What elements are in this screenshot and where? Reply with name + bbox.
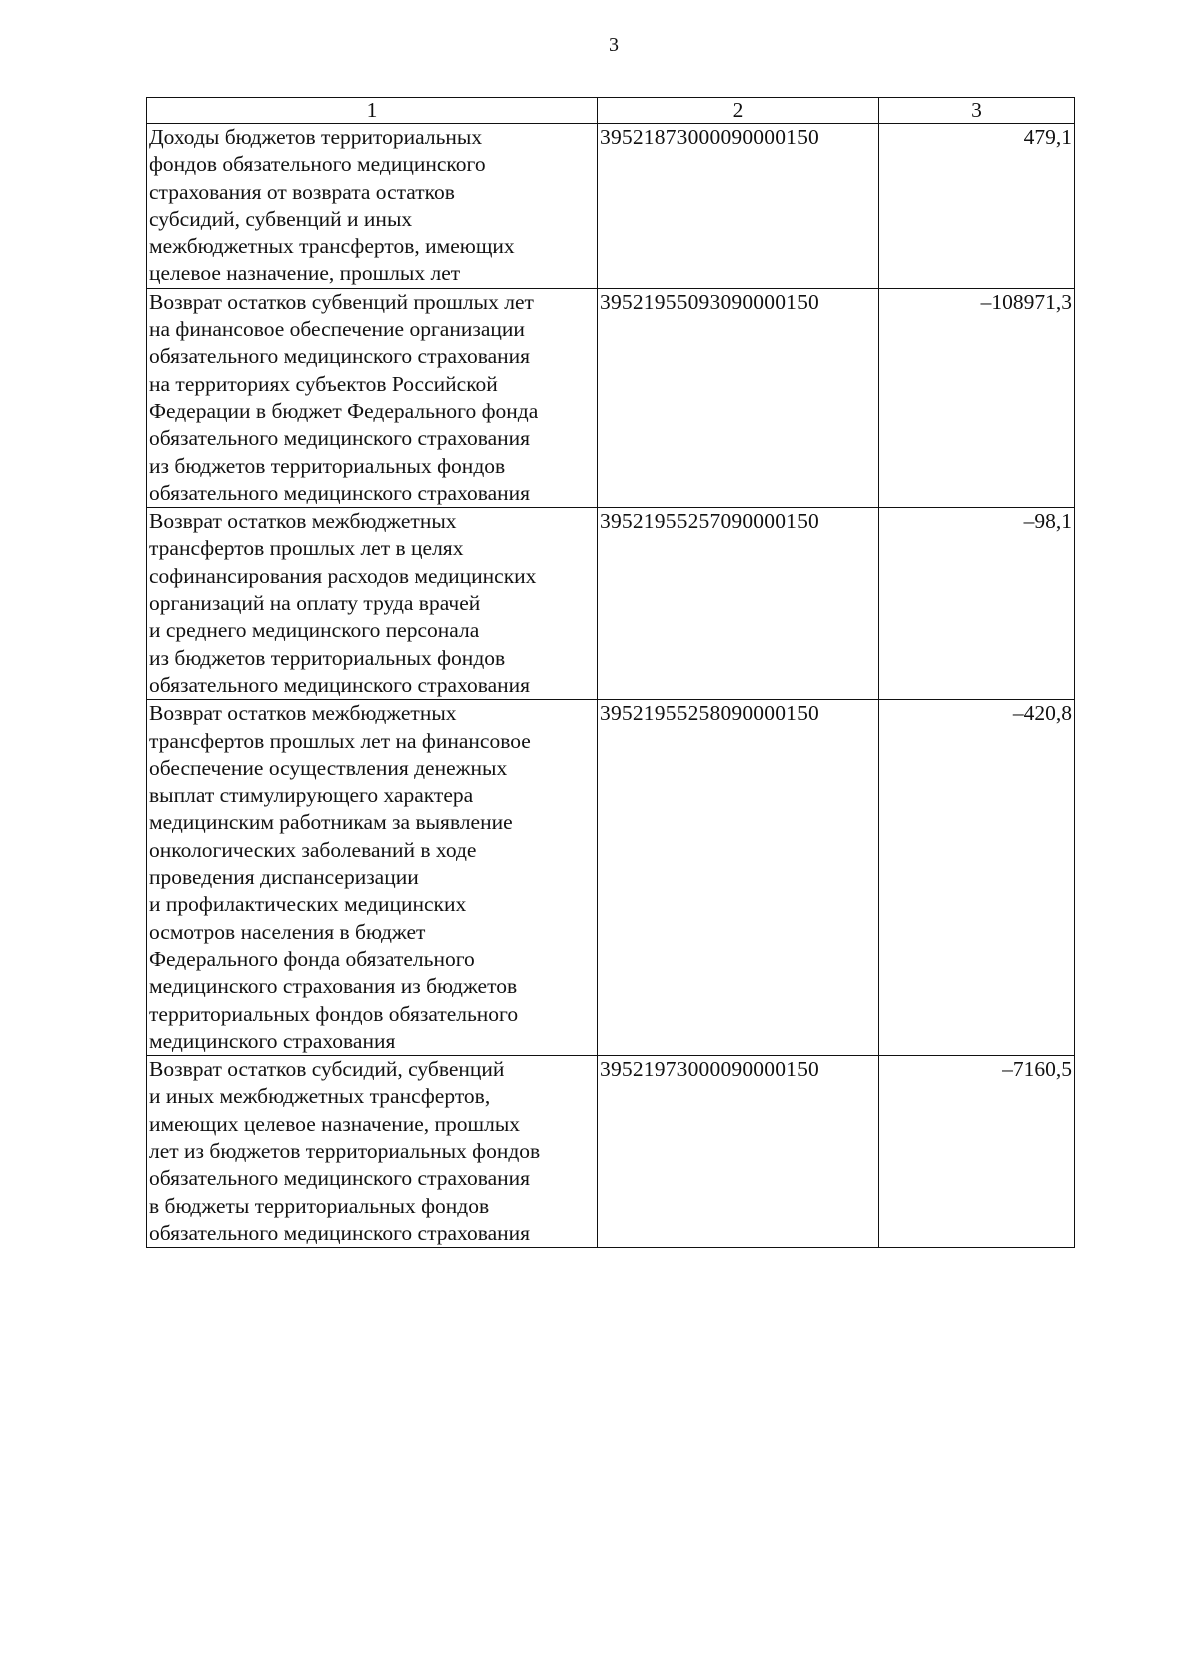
table-row xyxy=(147,288,1075,507)
row-amount: –108971,3 xyxy=(879,288,1075,507)
row-amount: –98,1 xyxy=(879,508,1075,700)
row-amount: –420,8 xyxy=(879,700,1075,1056)
table-header xyxy=(147,98,1075,124)
row-amount: 479,1 xyxy=(879,124,1075,289)
page-number: 3 xyxy=(609,34,619,56)
column-header-1: 1 xyxy=(147,98,598,124)
row-code: 39521873000090000150 xyxy=(598,124,879,289)
row-code: 39521973000090000150 xyxy=(598,1056,879,1248)
table-row xyxy=(147,1056,1075,1248)
row-code: 39521955257090000150 xyxy=(598,508,879,700)
budget-table xyxy=(146,97,1075,1248)
row-name: Доходы бюджетов территориальных фондов обязательного медицинского страхования от возврата остатков субсидий, субвенций и иных межбюджетных трансфертов, имеющих целевое назначение, прошлых лет xyxy=(147,124,598,289)
row-code: 39521955258090000150 xyxy=(598,700,879,1056)
header-row xyxy=(147,98,1075,124)
column-header-3: 3 xyxy=(879,98,1075,124)
column-header-2: 2 xyxy=(598,98,879,124)
table-row xyxy=(147,508,1075,700)
row-name: Возврат остатков межбюджетных трансфертов прошлых лет на финансовое обеспечение осуществления денежных выплат стимулирующего характера медицинским работникам за выявление онкологических заболеваний в ходе проведения диспансеризации и профилактических медицинских осмотров населения в бюджет Федерального фонда обязательного медицинского страхования из бюджетов территориальных фондов обязательного медицинского страхования xyxy=(147,700,598,1056)
row-amount: –7160,5 xyxy=(879,1056,1075,1248)
row-name: Возврат остатков субвенций прошлых лет на финансовое обеспечение организации обязательного медицинского страхования на территориях субъектов Российской Федерации в бюджет Федерального фонда обязательного медицинского страхования из бюджетов территориальных фондов обязательного медицинского страхования xyxy=(147,288,598,507)
table-row xyxy=(147,700,1075,1056)
row-name: Возврат остатков субсидий, субвенций и иных межбюджетных трансфертов, имеющих целевое назначение, прошлых лет из бюджетов территориальных фондов обязательного медицинского страхования в бюджеты территориальных фондов обязательного медицинского страхования xyxy=(147,1056,598,1248)
row-code: 39521955093090000150 xyxy=(598,288,879,507)
table-body xyxy=(147,124,1075,1248)
table-row xyxy=(147,124,1075,289)
row-name: Возврат остатков межбюджетных трансфертов прошлых лет в целях софинансирования расходов медицинских организаций на оплату труда врачей и среднего медицинского персонала из бюджетов территориальных фондов обязательного медицинского страхования xyxy=(147,508,598,700)
